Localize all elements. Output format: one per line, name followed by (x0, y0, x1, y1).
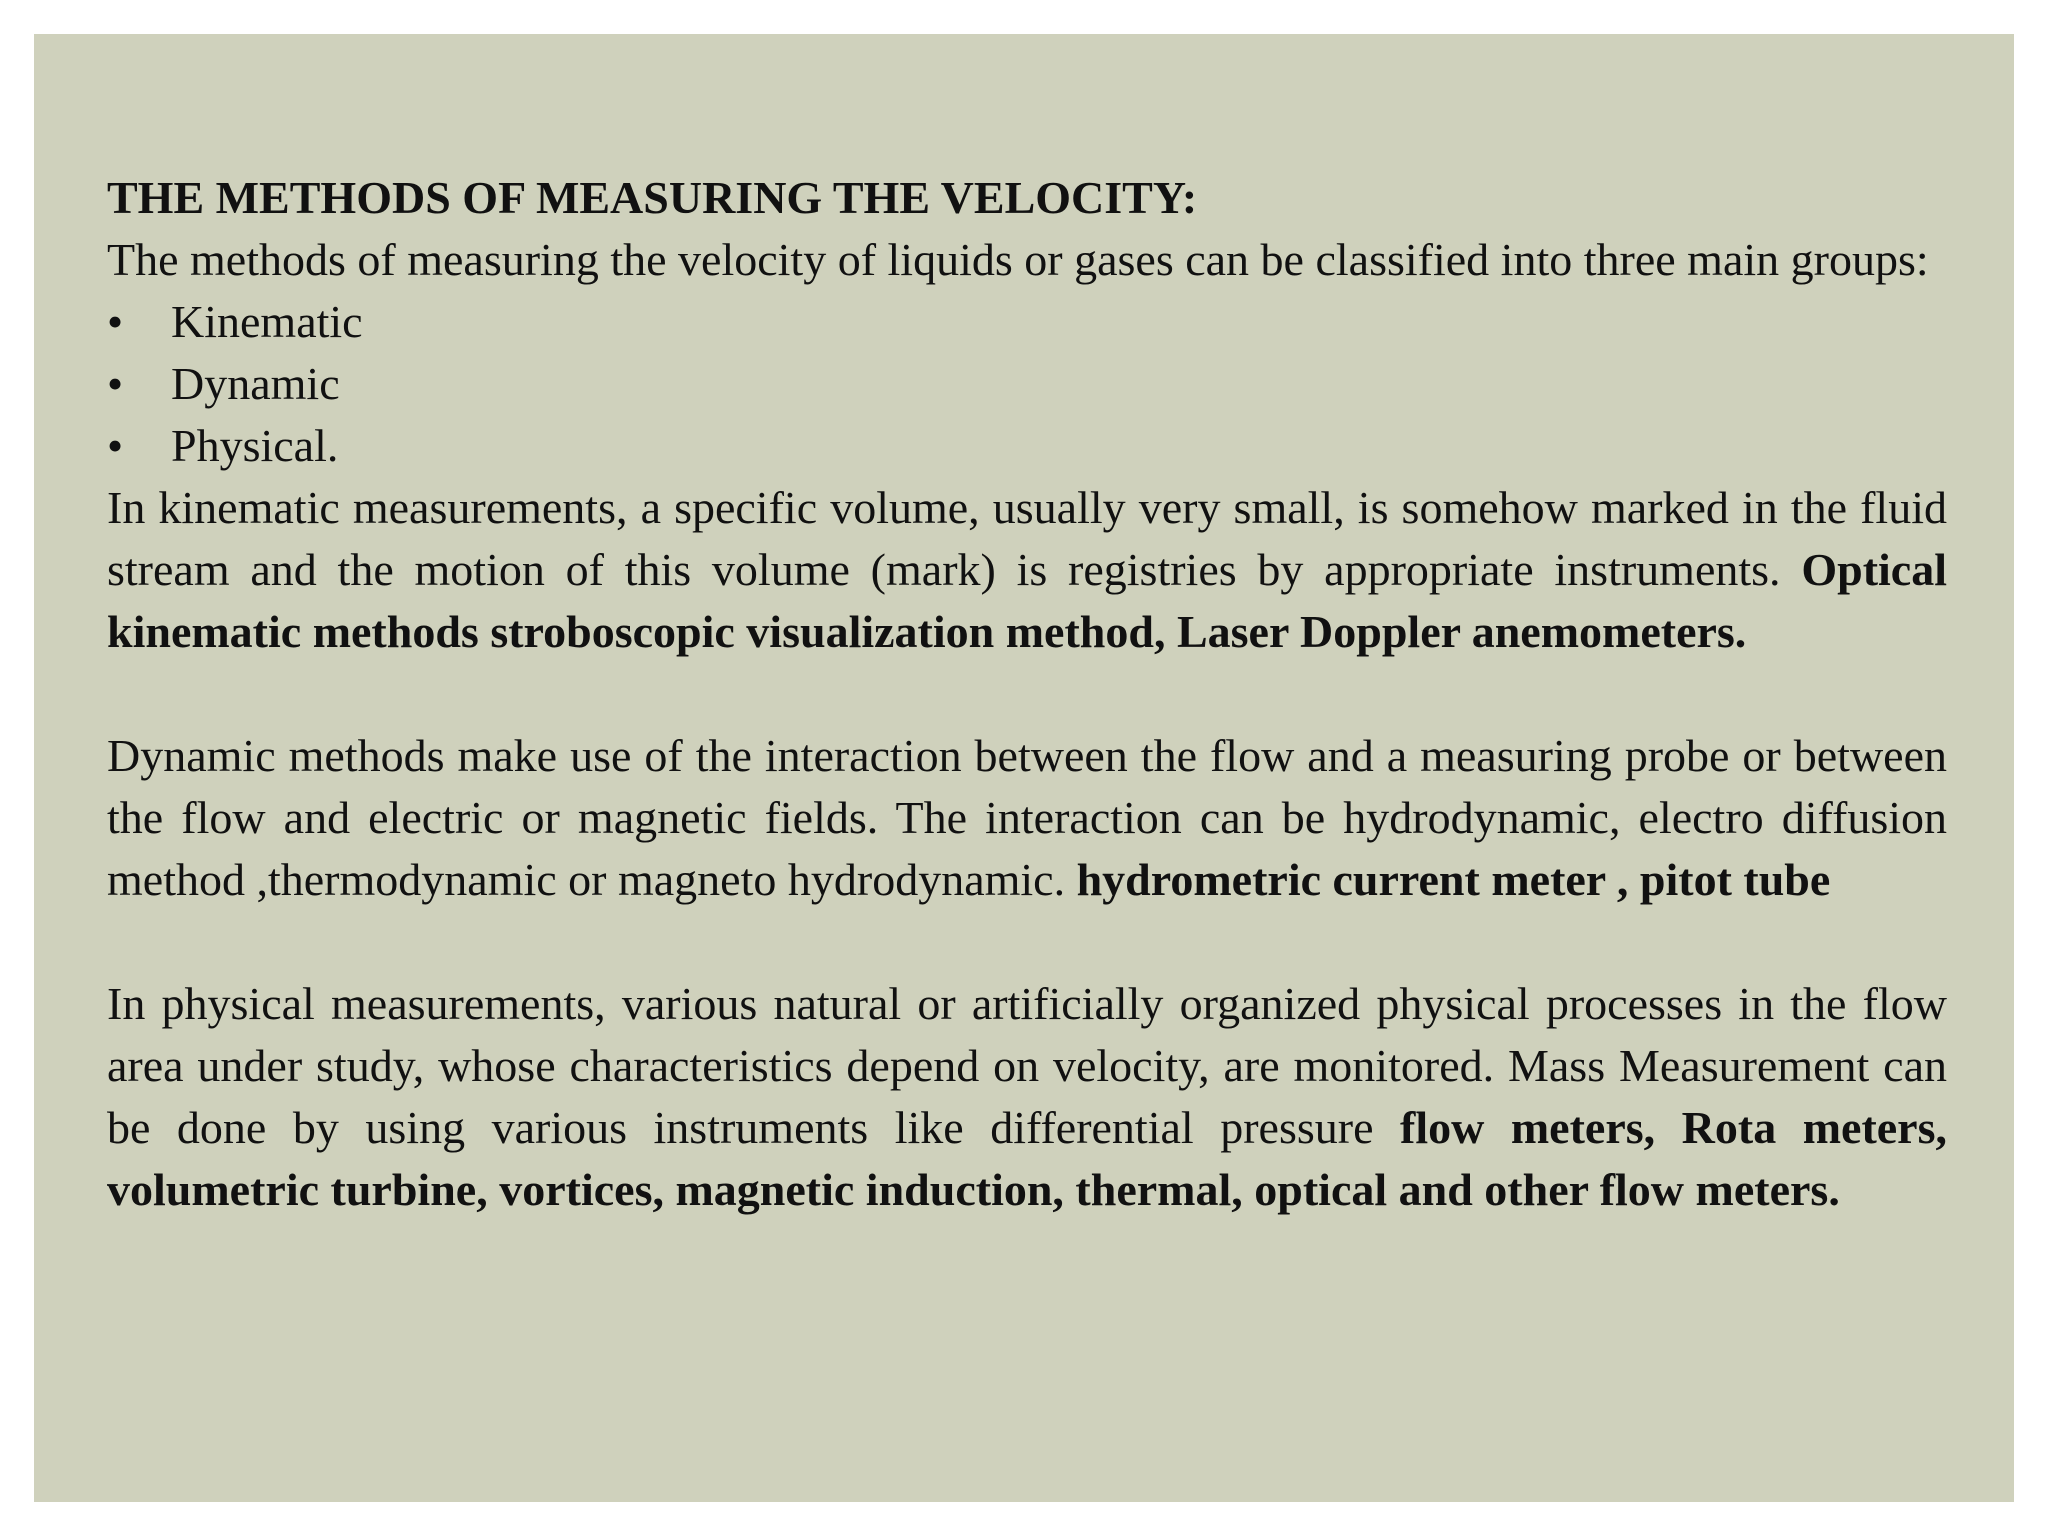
physical-paragraph (107, 973, 1947, 1221)
list-item (107, 353, 1947, 415)
group-dynamic: Dynamic (171, 358, 340, 409)
group-kinematic: Kinematic (171, 296, 363, 347)
list-item (107, 291, 1947, 353)
list-item (107, 415, 1947, 477)
physical-text: In physical measurements, various natural or artificially organized physical processes in the flow area under study, whose characteristics depend on velocity, are monitored. Mass Measurement can be done by using various instruments like differential pressure (107, 978, 1947, 1153)
method-groups-list (107, 291, 1947, 477)
dynamic-text: Dynamic methods make use of the interaction between the flow and a measuring probe or between the flow and electric or magnetic fields. The interaction can be hydrodynamic, electro diffusion method ,thermodynamic or magneto hydrodynamic. (107, 730, 1947, 905)
slide-title: THE METHODS OF MEASURING THE VELOCITY: (107, 172, 1198, 223)
paragraph-spacer (107, 911, 1947, 973)
bullet-icon: • (107, 420, 124, 471)
dynamic-paragraph (107, 725, 1947, 911)
intro-paragraph: The methods of measuring the velocity of liquids or gases can be classified into three main groups: (107, 234, 1929, 285)
physical-examples: flow meters, Rota meters, volumetric turbine, vortices, magnetic induction, thermal, optical and other flow meters. (107, 1102, 1948, 1215)
slide-content (107, 167, 1947, 1221)
slide (34, 34, 2014, 1502)
group-physical: Physical. (171, 420, 339, 471)
bullet-icon: • (107, 358, 124, 409)
kinematic-paragraph (107, 477, 1947, 663)
bullet-icon: • (107, 296, 124, 347)
dynamic-examples: hydrometric current meter , pitot tube (1076, 854, 1831, 905)
kinematic-examples: Optical kinematic methods stroboscopic visualization method, Laser Doppler anemometers. (107, 544, 1947, 657)
paragraph-spacer (107, 663, 1947, 725)
kinematic-text: In kinematic measurements, a specific volume, usually very small, is somehow marked in the fluid stream and the motion of this volume (mark) is registries by appropriate instruments. (107, 482, 1947, 595)
